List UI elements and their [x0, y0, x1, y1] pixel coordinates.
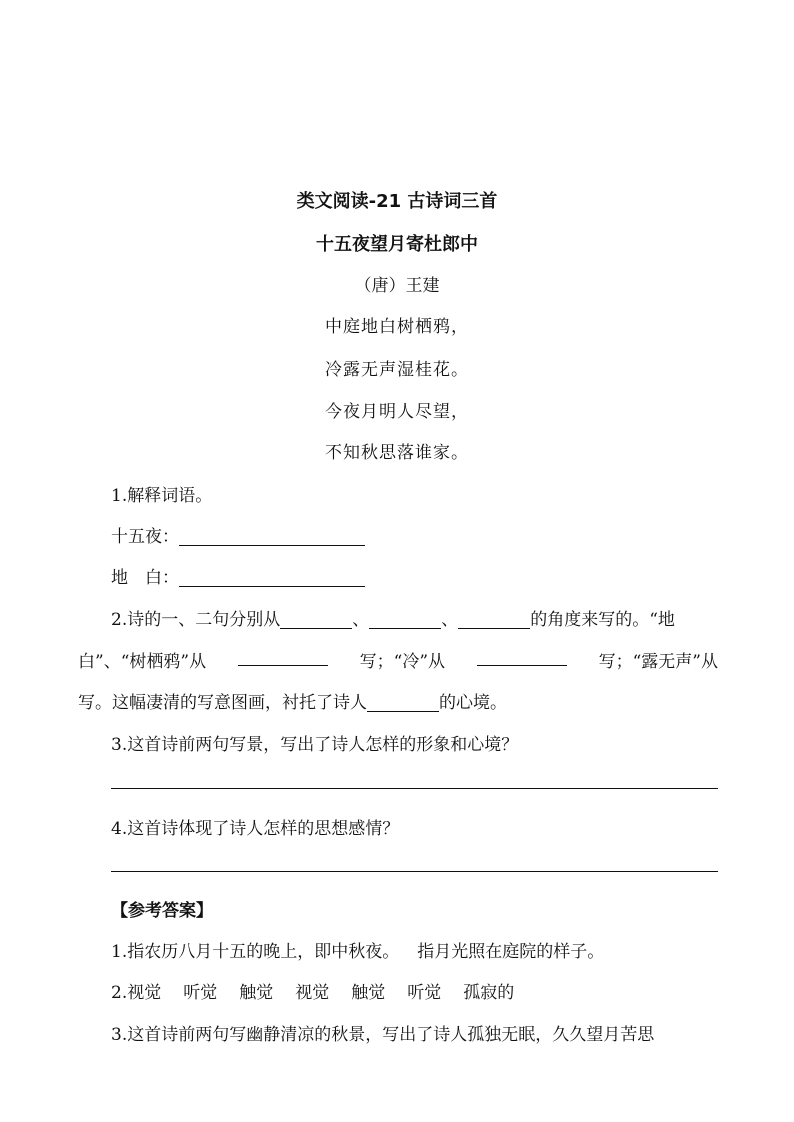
answer-item: 视觉 — [127, 983, 162, 1003]
poem-line: 冷露无声湿桂花。 — [325, 360, 469, 380]
question-1-label: 1.解释词语。 — [111, 486, 213, 506]
term-label-part: 白： — [145, 568, 179, 588]
answer-item: 触觉 — [239, 983, 274, 1003]
answer-item: 听觉 — [183, 983, 218, 1003]
term-label: 十五夜： — [111, 527, 179, 547]
answer-item: 孤寂的 — [463, 983, 515, 1003]
answer-text: 指月光照在庭院的样子。 — [417, 942, 605, 962]
poem-author: （唐）王建 — [354, 276, 440, 296]
worksheet-title: 类文阅读-21 古诗词三首 — [296, 191, 498, 212]
question-2-line-1 — [111, 605, 718, 630]
answer-key-heading: 【参考答案】 — [111, 901, 213, 921]
question-4-text: 4.这首诗体现了诗人怎样的思想感情？ — [111, 819, 400, 839]
question-2-line-2 — [78, 647, 718, 672]
poem-line: 今夜月明人尽望， — [325, 402, 469, 422]
answer-line[interactable] — [111, 871, 718, 872]
answer-2 — [111, 978, 514, 1003]
poem-line: 中庭地白树栖鸦， — [325, 317, 469, 337]
answer-blank[interactable] — [238, 647, 328, 666]
poem-line: 不知秋思落谁家。 — [325, 443, 469, 463]
question-2-text: 2.诗的一、二句分别从 、 、 的角度来写的。“地 — [111, 610, 675, 630]
question-1-term-2 — [111, 563, 365, 588]
question-2-text: 白”、“树栖鸦”从 写；“冷”从 写；“露无声”从 — [78, 647, 718, 672]
answer-blank[interactable] — [477, 647, 567, 666]
answer-item: 触觉 — [351, 983, 386, 1003]
answer-blank[interactable] — [280, 610, 352, 629]
answer-line[interactable] — [111, 788, 718, 789]
question-2-line-3 — [78, 688, 507, 713]
answer-3: 3.这首诗前两句写幽静清凉的秋景，写出了诗人孤独无眠，久久望月苦思 — [111, 1025, 655, 1045]
answer-item: 听觉 — [407, 983, 442, 1003]
answer-text: 1.指农历八月十五的晚上，即中秋夜。 — [111, 942, 400, 962]
question-3-text: 3.这首诗前两句写景，写出了诗人怎样的形象和心境？ — [111, 735, 519, 755]
question-1-term-1 — [111, 522, 365, 547]
question-2-text: 的心境。 — [439, 693, 507, 713]
question-2-text: 写。这幅凄清的写意图画，衬托了诗人 — [78, 693, 367, 713]
answer-blank[interactable] — [369, 610, 441, 629]
answer-blank[interactable] — [367, 693, 439, 712]
answer-item: 视觉 — [295, 983, 330, 1003]
term-label-part: 地 — [111, 568, 128, 588]
answer-blank[interactable] — [179, 568, 365, 587]
answer-blank[interactable] — [179, 527, 365, 546]
answer-blank[interactable] — [458, 610, 530, 629]
poem-title: 十五夜望月寄杜郎中 — [316, 234, 478, 255]
answer-number: 2. — [111, 983, 128, 1003]
answer-1 — [111, 937, 604, 962]
